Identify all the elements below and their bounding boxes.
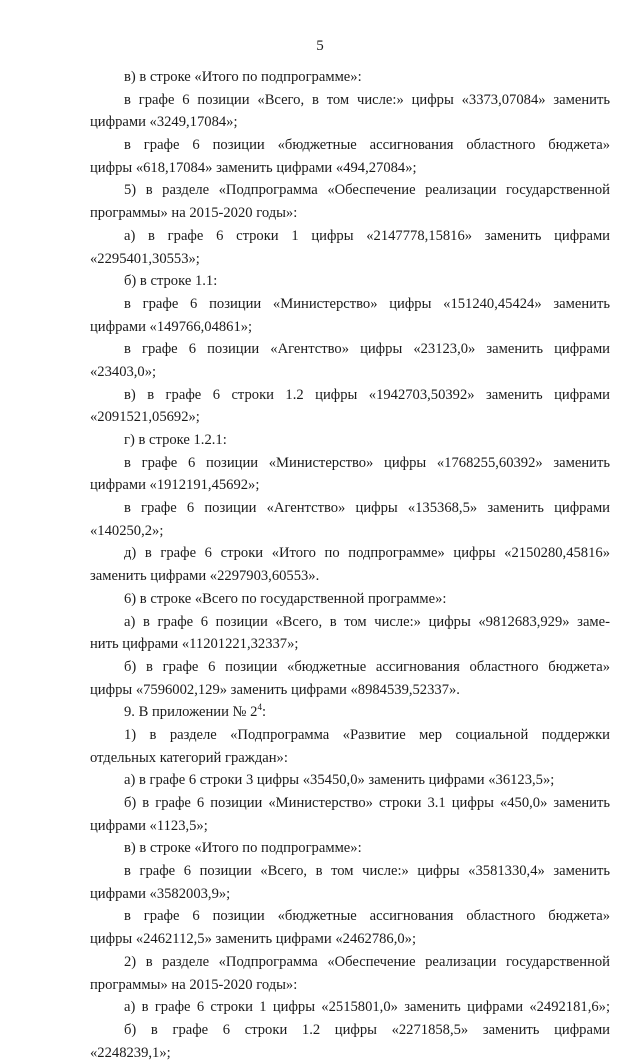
text-line-content: б) в графе 6 позиции «Министерство» строки 3.1 цифры «450,0» заменить — [124, 795, 610, 811]
text-line — [90, 815, 610, 838]
text-line — [90, 520, 610, 543]
text-line — [90, 905, 610, 928]
text-line-content: 9. В приложении № 2 — [124, 704, 258, 721]
text-line-content: в графе 6 позиции «Министерство» цифры «151240,45424» заменить — [124, 295, 610, 312]
text-line-content: в графе 6 позиции «бюджетные ассигнования областного бюджета» — [124, 137, 610, 154]
text-line — [90, 1019, 610, 1042]
text-line — [90, 701, 610, 724]
text-line-content: 5) в разделе «Подпрограмма «Обеспечение реализации государственной — [124, 182, 610, 199]
text-line — [90, 111, 610, 134]
page-number: 5 — [316, 38, 324, 54]
text-line-content: в) в графе 6 строки 1.2 цифры «1942703,50392» заменить цифрами — [124, 386, 610, 403]
text-line — [90, 429, 610, 452]
text-line-content: в) в строке «Итого по подпрограмме»: — [124, 840, 362, 857]
text-line-content: в) в строке «Итого по подпрограмме»: — [124, 69, 362, 85]
text-line — [90, 928, 610, 951]
text-line-suffix: : — [261, 704, 266, 721]
text-line — [90, 633, 610, 656]
text-line — [90, 338, 610, 361]
text-line-content: цифрами «1912191,45692»; — [90, 477, 260, 494]
text-line — [90, 474, 610, 497]
text-line — [90, 202, 610, 225]
text-line-content: б) в строке 1.1: — [124, 273, 218, 290]
text-line — [90, 361, 610, 384]
text-line — [90, 883, 610, 906]
text-line — [90, 565, 610, 588]
text-line-content: заменить цифрами «2297903,60553». — [90, 568, 320, 585]
text-line — [90, 588, 610, 611]
text-line — [90, 951, 610, 974]
text-line — [90, 974, 610, 997]
text-line — [90, 769, 610, 792]
text-line-content: «2248239,1»; — [90, 1044, 171, 1061]
text-line-content: а) в графе 6 строки 1 цифры «2147778,15816» заменить цифрами — [124, 227, 610, 244]
text-line — [90, 157, 610, 180]
text-line — [90, 293, 610, 316]
text-line-content: нить цифрами «11201221,32337»; — [90, 636, 299, 653]
text-line-content: «2091521,05692»; — [90, 409, 200, 426]
text-line-content: б) в графе 6 позиции «бюджетные ассигнования областного бюджета» — [124, 658, 610, 675]
text-line — [90, 747, 610, 770]
text-line — [90, 542, 610, 565]
text-line-content: цифры «2462112,5» заменить цифрами «2462786,0»; — [90, 931, 417, 948]
text-line — [90, 656, 610, 679]
text-line-content: а) в графе 6 строки 1 цифры «2515801,0» заменить цифрами «2492181,6»; — [124, 999, 610, 1016]
text-line-content: д) в графе 6 строки «Итого по подпрограмме» цифры «2150280,45816» — [124, 545, 610, 562]
superscript: 4 — [257, 702, 262, 713]
text-line — [90, 270, 610, 293]
text-line-content: 1) в разделе «Подпрограмма «Развитие мер социальной поддержки — [124, 726, 610, 743]
text-line-content: цифры «7596002,129» заменить цифрами «8984539,52337». — [90, 681, 460, 698]
text-line-content: «2295401,30553»; — [90, 250, 200, 267]
text-line-content: отдельных категорий граждан»: — [90, 749, 288, 766]
text-line-content: цифрами «1123,5»; — [90, 817, 208, 834]
text-line — [90, 860, 610, 883]
text-line-content: а) в графе 6 позиции «Всего, в том числе:» цифры «9812683,929» заме- — [124, 613, 610, 630]
text-line-content: программы» на 2015-2020 годы»: — [90, 976, 298, 993]
text-line-content: «140250,2»; — [90, 522, 164, 539]
text-line — [90, 792, 610, 815]
text-line — [90, 996, 610, 1019]
text-line-content: цифры «618,17084» заменить цифрами «494,27084»; — [90, 159, 417, 176]
text-line — [90, 89, 610, 112]
text-line-content: в графе 6 позиции «Агентство» цифры «135368,5» заменить цифрами — [124, 500, 610, 517]
text-line — [90, 497, 610, 520]
text-line-content: в графе 6 позиции «Агентство» цифры «23123,0» заменить цифрами — [124, 341, 610, 358]
text-line-content: 6) в строке «Всего по государственной программе»: — [124, 590, 447, 607]
text-line-content: в графе 6 позиции «Всего, в том числе:» цифры «3581330,4» заменить — [124, 863, 610, 880]
text-line — [90, 225, 610, 248]
text-line — [90, 134, 610, 157]
text-line — [90, 679, 610, 702]
text-line — [90, 611, 610, 634]
text-line — [90, 66, 610, 89]
text-line-content: «23403,0»; — [90, 363, 157, 380]
document-body — [90, 66, 610, 1064]
text-line-content: цифрами «3249,17084»; — [90, 114, 238, 131]
text-line-content: 2) в разделе «Подпрограмма «Обеспечение реализации государственной — [124, 953, 610, 970]
text-line — [90, 248, 610, 271]
text-line — [90, 1042, 610, 1064]
text-line-content: в графе 6 позиции «бюджетные ассигнования областного бюджета» — [124, 908, 610, 925]
text-line-content: программы» на 2015-2020 годы»: — [90, 205, 298, 222]
text-line-content: цифрами «3582003,9»; — [90, 885, 231, 902]
text-line — [90, 384, 610, 407]
text-line-content: г) в строке 1.2.1: — [124, 432, 227, 448]
text-line — [90, 837, 610, 860]
text-line — [90, 179, 610, 202]
text-line — [90, 316, 610, 339]
text-line-content: цифрами «149766,04861»; — [90, 318, 253, 335]
text-line — [90, 724, 610, 747]
text-line-content: в графе 6 позиции «Всего, в том числе:» цифры «3373,07084» заменить — [124, 91, 610, 108]
text-line-content: б) в графе 6 строки 1.2 цифры «2271858,5» заменить цифрами — [124, 1021, 610, 1038]
text-line — [90, 452, 610, 475]
text-line-content: а) в графе 6 строки 3 цифры «35450,0» заменить цифрами «36123,5»; — [124, 772, 555, 789]
text-line — [90, 406, 610, 429]
text-line-content: в графе 6 позиции «Министерство» цифры «1768255,60392» заменить — [124, 454, 610, 471]
